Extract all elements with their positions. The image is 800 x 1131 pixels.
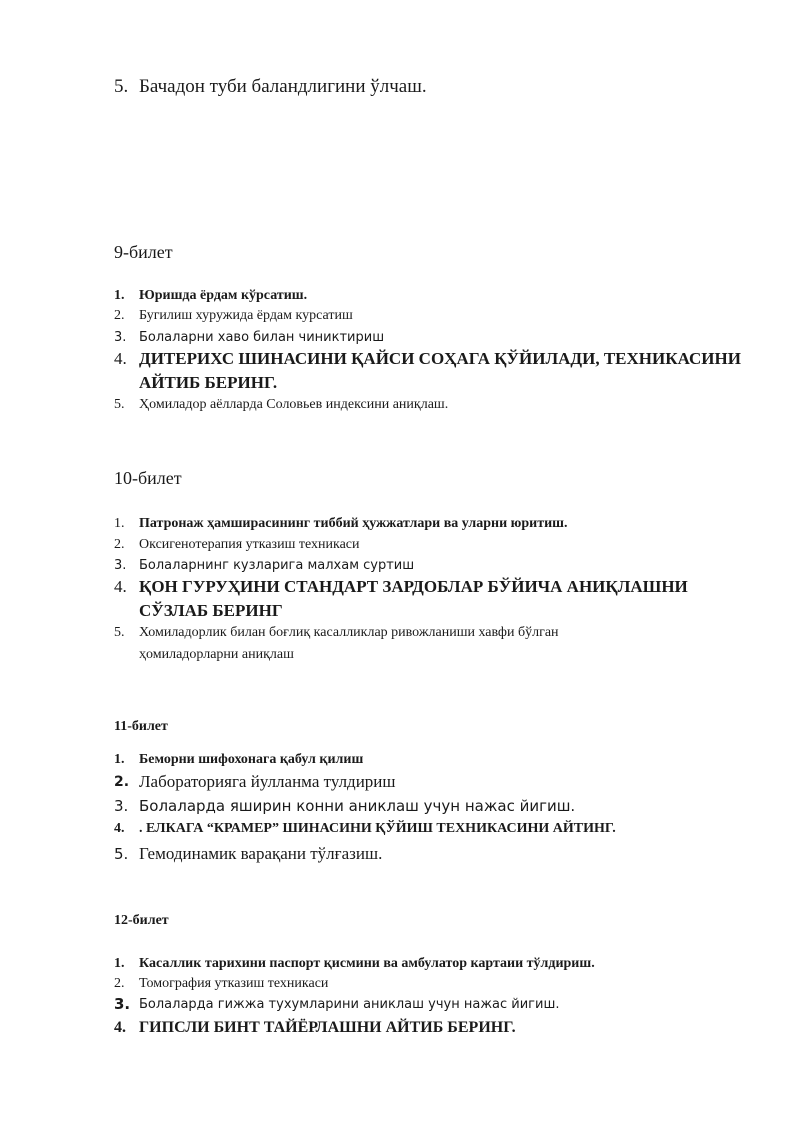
- item-text: Бугилиш хуружида ёрдам курсатиш: [139, 308, 353, 323]
- ticket-heading-12: 12-билет: [114, 913, 169, 928]
- item-text: Юришда ёрдам кўрсатиш.: [139, 288, 308, 303]
- item-number: 1.: [114, 956, 125, 971]
- item-number: 2.: [114, 308, 125, 323]
- item-number: 1.: [114, 288, 125, 303]
- item-number: 1.: [114, 752, 125, 767]
- item-text: ҚОН ГУРУҲИНИ СТАНДАРТ ЗАРДОБЛАР БЎЙИЧА АНИҚЛАШНИ: [139, 577, 688, 596]
- item-text: Болаларни хаво билан чиниктириш: [139, 330, 385, 345]
- item-number: 4.: [114, 821, 125, 836]
- item-number: 1.: [114, 516, 125, 531]
- item-number: 3.: [114, 330, 127, 345]
- item-text: Болаларнинг кузларига малхам суртиш: [139, 558, 415, 573]
- item-number: 2.: [114, 976, 125, 991]
- item-text: Касаллик тарихини паспорт қисмини ва амбулатор картаии тўлдириш.: [139, 956, 595, 971]
- item-text: Бачадон туби баландлигини ўлчаш.: [139, 76, 427, 97]
- item-text-continuation: СЎЗЛАБ БЕРИНГ: [139, 601, 283, 620]
- ticket-heading-9: 9-билет: [114, 242, 173, 262]
- item-text-continuation: АЙТИБ БЕРИНГ.: [139, 373, 278, 392]
- item-number: 4.: [114, 349, 127, 368]
- ticket-heading-11: 11-билет: [114, 719, 168, 734]
- item-number: 5.: [114, 845, 129, 863]
- item-text: ГИПСЛИ БИНТ ТАЙЁРЛАШНИ АЙТИБ БЕРИНГ.: [139, 1019, 516, 1036]
- item-number: 2.: [114, 537, 125, 552]
- item-number: 4.: [114, 577, 127, 596]
- item-number: 4.: [114, 1019, 126, 1036]
- item-text: Болаларда гижжа тухумларини аниклаш учун нажас йигиш.: [139, 997, 560, 1012]
- item-text: Хомиладорлик билан боғлиқ касалликлар ривожланиши хавфи бўлган: [139, 625, 559, 640]
- item-text: ДИТЕРИХС ШИНАСИНИ ҚАЙСИ СОҲАГА ҚЎЙИЛАДИ, ТЕХНИКАСИНИ: [139, 349, 741, 368]
- item-number: 3.: [114, 797, 129, 815]
- item-text: . ЕЛКАГА “КРАМЕР” ШИНАСИНИ ҚЎЙИШ ТЕХНИКАСИНИ АЙТИНГ.: [139, 821, 616, 836]
- item-number: 3.: [114, 558, 127, 573]
- item-number: 5.: [114, 397, 125, 412]
- item-number: 3.: [114, 995, 131, 1013]
- item-text-continuation: ҳомиладорларни аниқлаш: [139, 647, 294, 662]
- item-number: 2.: [114, 774, 130, 790]
- item-text: Оксигенотерапия утказиш техникаси: [139, 537, 360, 552]
- ticket-heading-10: 10-билет: [114, 468, 182, 488]
- item-text: Болаларда яширин конни аниклаш учун нажас йигиш.: [139, 797, 576, 815]
- item-text: Гемодинамик варақани тўлғазиш.: [139, 844, 383, 863]
- item-text: Беморни шифохонага қабул қилиш: [139, 752, 364, 767]
- item-text: Лабораторияга йулланма тулдириш: [139, 772, 396, 791]
- item-number: 5.: [114, 76, 129, 97]
- item-text: Томография утказиш техникаси: [139, 976, 329, 991]
- item-text: Ҳомиладор аёлларда Соловьев индексини аниқлаш.: [139, 397, 449, 412]
- item-text: Патронаж ҳамширасининг тиббий ҳужжатлари ва уларни юритиш.: [139, 516, 568, 531]
- item-number: 5.: [114, 625, 125, 640]
